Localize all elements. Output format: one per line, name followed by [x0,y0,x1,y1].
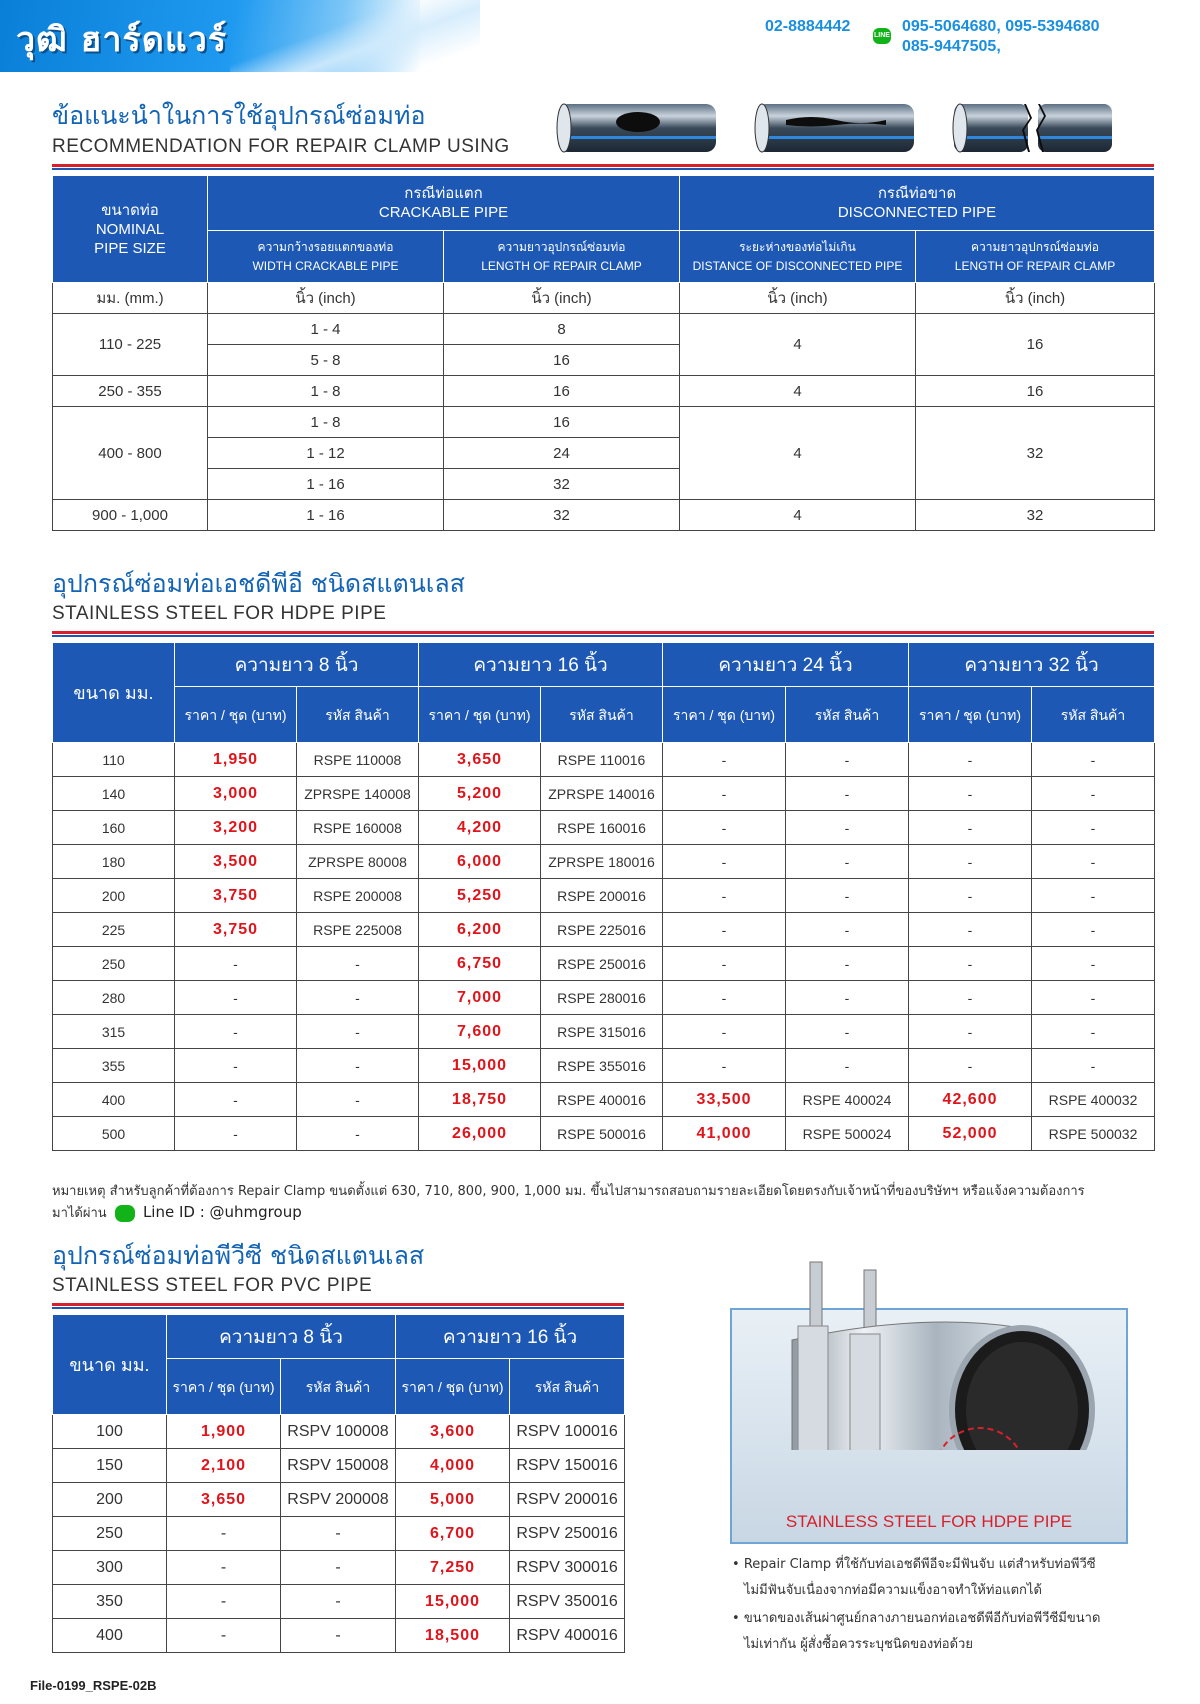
code-cell: RSPE 160016 [541,811,663,845]
code-cell: RSPE 200016 [541,879,663,913]
table-row [53,743,1155,777]
price-cell: - [167,1585,281,1619]
code-cell: RSPE 355016 [541,1049,663,1083]
code-cell: RSPE 400032 [1032,1083,1155,1117]
section1-separator-blue [52,168,1154,170]
size-cell: 355 [53,1049,175,1083]
col-size-mm: ขนาด มม. [53,1315,167,1415]
code-cell: - [786,1015,909,1049]
price-cell: 5,000 [396,1483,510,1517]
code-cell: ZPRSPE 140008 [297,777,419,811]
price-cell: - [175,1049,297,1083]
table-row: 1 - 16 32 [53,469,1155,500]
col-group-8-inch: ความยาว 8 นิ้ว [175,643,419,687]
price-cell: 42,600 [909,1083,1032,1117]
table-row [53,845,1155,879]
size-cell: 160 [53,811,175,845]
section3-title-th: อุปกรณ์ซ่อมท่อพีวีซี ชนิดสแตนเลส [52,1241,425,1270]
price-cell: - [909,811,1032,845]
price-cell: 1,950 [175,743,297,777]
col-price: ราคา / ชุด (บาท) [396,1359,510,1415]
col-code: รหัส สินค้า [786,687,909,743]
col-code: รหัส สินค้า [297,687,419,743]
code-cell: RSPV 200016 [510,1483,625,1517]
table-row: 5 - 8 16 [53,345,1155,376]
table-row: 1 - 12 24 [53,438,1155,469]
col-code: รหัส สินค้า [1032,687,1155,743]
section1-title-th: ข้อแนะนำในการใช้อุปกรณ์ซ่อมท่อ [52,101,426,130]
price-cell: - [909,1049,1032,1083]
table-row [53,1585,625,1619]
price-cell: 7,250 [396,1551,510,1585]
size-cell: 150 [53,1449,167,1483]
col-group-32-inch: ความยาว 32 นิ้ว [909,643,1155,687]
price-cell: 5,200 [419,777,541,811]
price-cell: - [909,743,1032,777]
table-row [53,1415,625,1449]
code-cell: RSPV 300016 [510,1551,625,1585]
code-cell: ZPRSPE 80008 [297,845,419,879]
col-width-crack: ความกว้างรอยแตกของท่อ WIDTH CRACKABLE PIPE [208,231,444,283]
col-group-crackable: กรณีท่อแตก CRACKABLE PIPE [208,176,680,231]
price-cell: 41,000 [663,1117,786,1151]
section3-separator-blue [52,1307,624,1309]
pipe-damage-illustrations [556,100,1116,158]
price-cell: - [167,1551,281,1585]
code-cell: RSPE 400016 [541,1083,663,1117]
price-cell: 6,200 [419,913,541,947]
col-code: รหัส สินค้า [281,1359,396,1415]
table-row [53,1517,625,1551]
size-cell: 250 [53,1517,167,1551]
code-cell: RSPE 225008 [297,913,419,947]
col-distance: ระยะห่างของท่อไม่เกิน DISTANCE OF DISCONNECTED PIPE [680,231,916,283]
price-cell: - [663,913,786,947]
code-cell: - [297,981,419,1015]
table-row [53,981,1155,1015]
pipe-hole-icon [557,104,716,152]
hdpe-table-body [53,743,1155,1151]
price-cell: - [663,777,786,811]
code-cell: RSPE 110016 [541,743,663,777]
size-cell: 250 [53,947,175,981]
price-cell: 3,750 [175,913,297,947]
table-row [53,947,1155,981]
code-cell: - [1032,811,1155,845]
col-nominal-size: ขนาดท่อ NOMINAL PIPE SIZE [53,176,208,283]
price-cell: - [175,1015,297,1049]
col-group-disconnected: กรณีท่อขาด DISCONNECTED PIPE [680,176,1155,231]
price-cell: - [909,777,1032,811]
code-cell: - [1032,777,1155,811]
price-cell: - [909,1015,1032,1049]
table-row [53,879,1155,913]
price-cell: 4,000 [396,1449,510,1483]
code-cell: RSPV 350016 [510,1585,625,1619]
price-cell: 6,000 [419,845,541,879]
code-cell: RSPE 280016 [541,981,663,1015]
col-group-16-inch: ความยาว 16 นิ้ว [396,1315,625,1359]
price-cell: 26,000 [419,1117,541,1151]
size-cell: 400 [53,1083,175,1117]
code-cell: RSPV 400016 [510,1619,625,1653]
price-cell: 15,000 [419,1049,541,1083]
section2-separator-blue [52,635,1154,637]
price-cell: 15,000 [396,1585,510,1619]
code-cell: ZPRSPE 140016 [541,777,663,811]
price-cell: - [909,879,1032,913]
size-cell: 200 [53,1483,167,1517]
repair-recommendation-table [52,175,1155,531]
pvc-price-table [52,1314,625,1653]
price-cell: - [909,913,1032,947]
price-cell: 52,000 [909,1117,1032,1151]
code-cell: - [786,777,909,811]
code-cell: - [786,1049,909,1083]
col-length-clamp-2: ความยาวอุปกรณ์ซ่อมท่อ LENGTH OF REPAIR CLAMP [916,231,1155,283]
section3-separator [52,1303,624,1306]
code-cell: - [1032,845,1155,879]
table-row [53,913,1155,947]
price-cell: - [663,1049,786,1083]
office-phone: 02-8884442 [765,18,851,35]
price-cell: - [175,1083,297,1117]
table-row [53,1551,625,1585]
table-row [53,777,1155,811]
product-note-1: • Repair Clamp ที่ใช้กับท่อเอชดีพีอีจะมีฟันจับ แต่สำหรับท่อพีวีซี ไม่มีฟันจับเนื่องจากท่อมีความแข็งอาจทำให้ท่อแตกได้ [732,1557,1096,1598]
price-cell: 3,600 [396,1415,510,1449]
code-cell: - [281,1619,396,1653]
mobile-phones-1: 095-5064680, 095-5394680 [902,18,1100,35]
price-cell: - [663,981,786,1015]
col-code: รหัส สินค้า [541,687,663,743]
table-row: 250 - 355 1 - 8 16 4 16 [53,376,1155,407]
code-cell: - [786,947,909,981]
code-cell: RSPV 150008 [281,1449,396,1483]
code-cell: - [1032,743,1155,777]
price-cell: - [167,1517,281,1551]
col-price: ราคา / ชุด (บาท) [167,1359,281,1415]
section2-separator [52,631,1154,634]
hdpe-price-table [52,642,1155,1151]
size-cell: 200 [53,879,175,913]
table-row [53,1449,625,1483]
code-cell: RSPV 250016 [510,1517,625,1551]
code-cell: - [786,845,909,879]
code-cell: - [786,913,909,947]
code-cell: - [297,947,419,981]
code-cell: RSPV 150016 [510,1449,625,1483]
code-cell: - [281,1517,396,1551]
section3-title-en: STAINLESS STEEL FOR PVC PIPE [52,1275,373,1296]
code-cell: RSPE 500032 [1032,1117,1155,1151]
col-price: ราคา / ชุด (บาท) [175,687,297,743]
col-length-clamp: ความยาวอุปกรณ์ซ่อมท่อ LENGTH OF REPAIR CLAMP [444,231,680,283]
note-line-2: มาได้ผ่าน Line ID : @uhmgroup [52,1203,302,1221]
code-cell: RSPE 200008 [297,879,419,913]
size-cell: 180 [53,845,175,879]
price-cell: 3,500 [175,845,297,879]
product-note-2: • ขนาดของเส้นผ่าศูนย์กลางภายนอกท่อเอชดีพีอีกับท่อพีวีซีมีขนาด ไม่เท่ากัน ผู้สั่งซื้อควรระบุชนิดของท่อด้วย [732,1611,1101,1652]
price-cell: - [663,1015,786,1049]
col-price: ราคา / ชุด (บาท) [663,687,786,743]
price-cell: 6,700 [396,1517,510,1551]
table-row [53,1083,1155,1117]
code-cell: - [1032,947,1155,981]
size-cell: 110 [53,743,175,777]
brand-banner [0,0,420,72]
price-cell: 7,600 [419,1015,541,1049]
code-cell: - [1032,981,1155,1015]
price-cell: 3,650 [167,1483,281,1517]
code-cell: - [281,1585,396,1619]
code-cell: RSPV 200008 [281,1483,396,1517]
col-price: ราคา / ชุด (บาท) [419,687,541,743]
col-code: รหัส สินค้า [510,1359,625,1415]
price-cell: 4,200 [419,811,541,845]
price-cell: - [663,947,786,981]
code-cell: - [1032,879,1155,913]
page-header [0,0,1200,72]
size-cell: 350 [53,1585,167,1619]
price-cell: 6,750 [419,947,541,981]
col-size-mm: ขนาด มม. [53,643,175,743]
section2-title-th: อุปกรณ์ซ่อมท่อเอชดีพีอี ชนิดสแตนเลส [52,569,465,598]
price-cell: 7,000 [419,981,541,1015]
table-row [53,1619,625,1653]
table-row: 900 - 1,000 1 - 16 32 4 32 [53,500,1155,531]
note-line-1: หมายเหตุ สำหรับลูกค้าที่ต้องการ Repair Clamp ขนดตั้งแต่ 630, 710, 800, 900, 1,000 มม. ขึ้นไปสามารถสอบถามรายละเอียดโดยตรงกับเจ้าหน้าที่ของบริษัทฯ หรือแจ้งความต้องการ [52,1184,1085,1199]
code-cell: - [1032,913,1155,947]
line-id-link[interactable]: Line ID : @uhmgroup [142,1203,302,1221]
code-cell: RSPE 400024 [786,1083,909,1117]
price-cell: 3,200 [175,811,297,845]
price-cell: 3,750 [175,879,297,913]
product-photo [730,1308,1128,1544]
size-cell: 140 [53,777,175,811]
pipe-disconnected-icon [953,104,1112,152]
size-cell: 315 [53,1015,175,1049]
price-cell: 3,000 [175,777,297,811]
code-cell: RSPE 250016 [541,947,663,981]
code-cell: - [297,1015,419,1049]
mobile-phones-2: 085-9447505, [902,38,1001,55]
table-row [53,1117,1155,1151]
price-cell: - [175,947,297,981]
price-cell: - [663,811,786,845]
code-cell: - [297,1117,419,1151]
code-cell: - [786,811,909,845]
price-cell: - [167,1619,281,1653]
price-cell: - [663,879,786,913]
brand-logo-text: วุฒิ ฮาร์ดแวร์ [16,20,228,60]
code-cell: RSPV 100008 [281,1415,396,1449]
price-cell: - [909,981,1032,1015]
code-cell: RSPE 500024 [786,1117,909,1151]
units-row: มม. (mm.) นิ้ว (inch) นิ้ว (inch) นิ้ว (inch) นิ้ว (inch) [53,283,1155,314]
size-cell: 300 [53,1551,167,1585]
size-cell: 100 [53,1415,167,1449]
table-row [53,1015,1155,1049]
code-cell: RSPE 315016 [541,1015,663,1049]
code-cell: - [786,743,909,777]
price-cell: - [175,981,297,1015]
price-cell: 2,100 [167,1449,281,1483]
code-cell: - [1032,1015,1155,1049]
code-cell: RSPE 160008 [297,811,419,845]
price-cell: - [175,1117,297,1151]
col-group-8-inch: ความยาว 8 นิ้ว [167,1315,396,1359]
size-cell: 280 [53,981,175,1015]
col-price: ราคา / ชุด (บาท) [909,687,1032,743]
section1-title-en: RECOMMENDATION FOR REPAIR CLAMP USING [52,136,510,157]
price-cell: 1,900 [167,1415,281,1449]
price-cell: - [909,845,1032,879]
line-app-icon [115,1205,135,1222]
file-id: File-0199_RSPE-02B [30,1678,157,1693]
table-row [53,811,1155,845]
price-cell: - [663,743,786,777]
price-cell: 33,500 [663,1083,786,1117]
size-cell: 225 [53,913,175,947]
table-row: 400 - 800 1 - 8 16 4 32 [53,407,1155,438]
table-row [53,1049,1155,1083]
code-cell: RSPE 500016 [541,1117,663,1151]
price-cell: - [909,947,1032,981]
section1-separator [52,164,1154,167]
table-row [53,1483,625,1517]
code-cell: - [1032,1049,1155,1083]
size-cell: 500 [53,1117,175,1151]
section2-title-en: STAINLESS STEEL FOR HDPE PIPE [52,603,387,624]
code-cell: ZPRSPE 180016 [541,845,663,879]
code-cell: - [297,1049,419,1083]
code-cell: RSPE 225016 [541,913,663,947]
code-cell: - [297,1083,419,1117]
col-group-16-inch: ความยาว 16 นิ้ว [419,643,663,687]
repair-clamp-image [732,1250,1126,1450]
price-cell: 18,750 [419,1083,541,1117]
line-app-icon: LINE [873,28,891,44]
code-cell: RSPE 110008 [297,743,419,777]
col-group-24-inch: ความยาว 24 นิ้ว [663,643,909,687]
code-cell: - [786,879,909,913]
table-row: 110 - 225 1 - 4 8 4 16 [53,314,1155,345]
price-cell: 5,250 [419,879,541,913]
product-caption: STAINLESS STEEL FOR HDPE PIPE [785,1512,1073,1531]
code-cell: - [281,1551,396,1585]
size-cell: 400 [53,1619,167,1653]
code-cell: RSPV 100016 [510,1415,625,1449]
pipe-crack-icon [755,104,914,152]
price-cell: 18,500 [396,1619,510,1653]
pvc-table-body [53,1415,625,1653]
price-cell: - [663,845,786,879]
code-cell: - [786,981,909,1015]
price-cell: 3,650 [419,743,541,777]
